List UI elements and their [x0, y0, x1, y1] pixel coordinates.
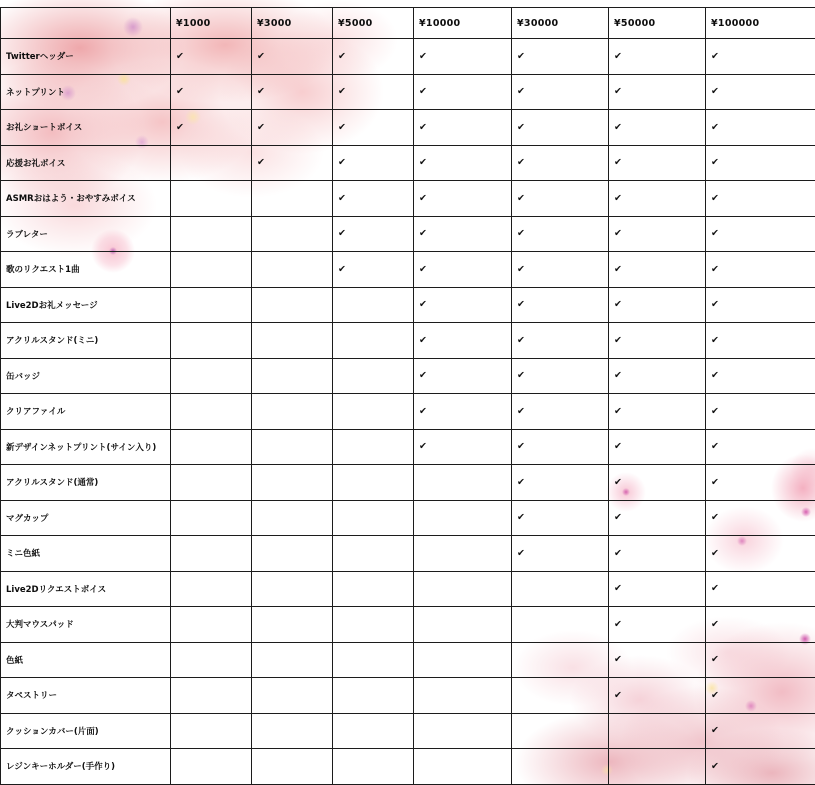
checkmark-icon: ✔ — [614, 370, 622, 382]
tier-check-cell — [414, 181, 512, 217]
tier-check-cell — [706, 145, 815, 181]
tier-check-cell — [171, 429, 252, 465]
tier-check-cell — [706, 216, 815, 252]
checkmark-icon: ✔ — [711, 405, 719, 417]
tier-check-cell — [171, 216, 252, 252]
price-header-1000: ¥1000 — [171, 8, 252, 39]
reward-tier-table — [0, 7, 815, 785]
tier-check-cell — [706, 642, 815, 678]
reward-row-label: レジンキーホルダー(手作り) — [1, 749, 171, 785]
tier-check-cell — [414, 394, 512, 430]
tier-check-cell — [333, 465, 414, 501]
tier-check-cell — [512, 607, 609, 643]
checkmark-icon: ✔ — [419, 192, 427, 204]
tier-check-cell — [333, 536, 414, 572]
reward-row-label: マグカップ — [1, 500, 171, 536]
reward-row — [1, 39, 815, 75]
tier-check-cell — [171, 39, 252, 75]
tier-check-cell — [414, 465, 512, 501]
reward-row-label: 大判マウスパッド — [1, 607, 171, 643]
tier-check-cell — [512, 181, 609, 217]
checkmark-icon: ✔ — [517, 334, 525, 346]
tier-check-cell — [609, 465, 706, 501]
reward-row-label: Live2Dリクエストボイス — [1, 571, 171, 607]
checkmark-icon: ✔ — [419, 157, 427, 169]
checkmark-icon: ✔ — [517, 512, 525, 524]
checkmark-icon: ✔ — [517, 476, 525, 488]
tier-check-cell — [252, 181, 333, 217]
price-header-10000: ¥10000 — [414, 8, 512, 39]
tier-check-cell — [333, 145, 414, 181]
tier-check-cell — [706, 74, 815, 110]
checkmark-icon: ✔ — [614, 547, 622, 559]
checkmark-icon: ✔ — [614, 618, 622, 630]
tier-check-cell — [414, 536, 512, 572]
checkmark-icon: ✔ — [517, 441, 525, 453]
tier-check-cell — [706, 252, 815, 288]
tier-check-cell — [252, 607, 333, 643]
tier-check-cell — [333, 287, 414, 323]
tier-check-cell — [414, 287, 512, 323]
checkmark-icon: ✔ — [257, 86, 265, 98]
checkmark-icon: ✔ — [711, 512, 719, 524]
checkmark-icon: ✔ — [711, 760, 719, 772]
checkmark-icon: ✔ — [176, 121, 184, 133]
tier-check-cell — [512, 39, 609, 75]
checkmark-icon: ✔ — [338, 263, 346, 275]
tier-check-cell — [171, 749, 252, 785]
price-header-5000: ¥5000 — [333, 8, 414, 39]
tier-check-cell — [171, 287, 252, 323]
checkmark-icon: ✔ — [711, 654, 719, 666]
checkmark-icon: ✔ — [419, 441, 427, 453]
tier-check-cell — [706, 287, 815, 323]
tier-check-cell — [706, 536, 815, 572]
tier-check-cell — [512, 500, 609, 536]
tier-check-cell — [706, 713, 815, 749]
price-header-row — [1, 8, 815, 39]
tier-check-cell — [252, 678, 333, 714]
tier-check-cell — [706, 323, 815, 359]
price-header-50000: ¥50000 — [609, 8, 706, 39]
tier-check-cell — [512, 571, 609, 607]
tier-check-cell — [414, 252, 512, 288]
tier-check-cell — [512, 110, 609, 146]
checkmark-icon: ✔ — [614, 334, 622, 346]
tier-check-cell — [252, 713, 333, 749]
tier-check-cell — [252, 39, 333, 75]
tier-check-cell — [512, 252, 609, 288]
tier-check-cell — [414, 500, 512, 536]
tier-check-cell — [609, 323, 706, 359]
checkmark-icon: ✔ — [517, 547, 525, 559]
checkmark-icon: ✔ — [419, 405, 427, 417]
tier-check-cell — [512, 749, 609, 785]
checkmark-icon: ✔ — [614, 263, 622, 275]
checkmark-icon: ✔ — [419, 299, 427, 311]
tier-check-cell — [512, 358, 609, 394]
checkmark-icon: ✔ — [517, 157, 525, 169]
reward-row-label: お礼ショートボイス — [1, 110, 171, 146]
tier-check-cell — [609, 429, 706, 465]
reward-row — [1, 642, 815, 678]
tier-check-cell — [512, 536, 609, 572]
tier-check-cell — [609, 145, 706, 181]
checkmark-icon: ✔ — [614, 512, 622, 524]
tier-check-cell — [609, 713, 706, 749]
tier-check-cell — [171, 536, 252, 572]
checkmark-icon: ✔ — [711, 547, 719, 559]
tier-check-cell — [252, 145, 333, 181]
reward-row — [1, 358, 815, 394]
checkmark-icon: ✔ — [711, 334, 719, 346]
tier-check-cell — [609, 216, 706, 252]
tier-check-cell — [512, 642, 609, 678]
tier-check-cell — [706, 571, 815, 607]
tier-check-cell — [171, 713, 252, 749]
tier-check-cell — [512, 145, 609, 181]
checkmark-icon: ✔ — [614, 86, 622, 98]
reward-table-body — [1, 39, 815, 785]
tier-check-cell — [252, 287, 333, 323]
reward-row-label: ASMRおはよう・おやすみボイス — [1, 181, 171, 217]
tier-check-cell — [609, 500, 706, 536]
reward-row — [1, 500, 815, 536]
tier-check-cell — [609, 74, 706, 110]
tier-check-cell — [414, 713, 512, 749]
tier-check-cell — [414, 216, 512, 252]
reward-row — [1, 607, 815, 643]
tier-check-cell — [333, 678, 414, 714]
checkmark-icon: ✔ — [614, 476, 622, 488]
tier-check-cell — [609, 358, 706, 394]
reward-row — [1, 145, 815, 181]
reward-row — [1, 678, 815, 714]
tier-check-cell — [414, 749, 512, 785]
reward-row — [1, 429, 815, 465]
tier-check-cell — [333, 216, 414, 252]
reward-row-label: 新デザインネットプリント(サイン入り) — [1, 429, 171, 465]
checkmark-icon: ✔ — [419, 334, 427, 346]
checkmark-icon: ✔ — [517, 263, 525, 275]
tier-check-cell — [706, 465, 815, 501]
price-header-30000: ¥30000 — [512, 8, 609, 39]
checkmark-icon: ✔ — [711, 583, 719, 595]
tier-check-cell — [414, 571, 512, 607]
tier-check-cell — [333, 713, 414, 749]
checkmark-icon: ✔ — [517, 405, 525, 417]
tier-check-cell — [171, 394, 252, 430]
checkmark-icon: ✔ — [614, 50, 622, 62]
checkmark-icon: ✔ — [419, 263, 427, 275]
tier-check-cell — [414, 642, 512, 678]
reward-row-label: ラブレター — [1, 216, 171, 252]
tier-check-cell — [171, 358, 252, 394]
tier-check-cell — [706, 394, 815, 430]
checkmark-icon: ✔ — [517, 192, 525, 204]
checkmark-icon: ✔ — [711, 157, 719, 169]
reward-row — [1, 536, 815, 572]
tier-check-cell — [706, 358, 815, 394]
tier-check-cell — [252, 749, 333, 785]
tier-check-cell — [609, 39, 706, 75]
checkmark-icon: ✔ — [711, 50, 719, 62]
tier-check-cell — [252, 536, 333, 572]
checkmark-icon: ✔ — [711, 689, 719, 701]
corner-cell — [1, 8, 171, 39]
checkmark-icon: ✔ — [338, 192, 346, 204]
tier-check-cell — [414, 678, 512, 714]
tier-check-cell — [609, 749, 706, 785]
checkmark-icon: ✔ — [338, 157, 346, 169]
tier-check-cell — [609, 536, 706, 572]
tier-check-cell — [252, 465, 333, 501]
tier-check-cell — [414, 323, 512, 359]
tier-check-cell — [171, 465, 252, 501]
tier-check-cell — [171, 74, 252, 110]
tier-check-cell — [512, 323, 609, 359]
checkmark-icon: ✔ — [711, 618, 719, 630]
reward-row-label: アクリルスタンド(通常) — [1, 465, 171, 501]
checkmark-icon: ✔ — [614, 689, 622, 701]
tier-check-cell — [609, 394, 706, 430]
tier-check-cell — [252, 74, 333, 110]
checkmark-icon: ✔ — [176, 50, 184, 62]
tier-check-cell — [609, 571, 706, 607]
checkmark-icon: ✔ — [711, 263, 719, 275]
reward-row — [1, 749, 815, 785]
checkmark-icon: ✔ — [614, 192, 622, 204]
checkmark-icon: ✔ — [517, 86, 525, 98]
checkmark-icon: ✔ — [338, 86, 346, 98]
checkmark-icon: ✔ — [176, 86, 184, 98]
checkmark-icon: ✔ — [614, 157, 622, 169]
tier-check-cell — [512, 74, 609, 110]
checkmark-icon: ✔ — [711, 228, 719, 240]
checkmark-icon: ✔ — [338, 50, 346, 62]
tier-check-cell — [706, 181, 815, 217]
tier-check-cell — [512, 678, 609, 714]
tier-check-cell — [609, 110, 706, 146]
tier-check-cell — [609, 642, 706, 678]
checkmark-icon: ✔ — [517, 228, 525, 240]
tier-check-cell — [609, 607, 706, 643]
tier-check-cell — [171, 252, 252, 288]
tier-check-cell — [252, 216, 333, 252]
tier-check-cell — [414, 429, 512, 465]
tier-check-cell — [333, 500, 414, 536]
tier-check-cell — [706, 110, 815, 146]
tier-check-cell — [171, 181, 252, 217]
tier-check-cell — [333, 607, 414, 643]
checkmark-icon: ✔ — [257, 157, 265, 169]
checkmark-icon: ✔ — [614, 228, 622, 240]
checkmark-icon: ✔ — [711, 86, 719, 98]
checkmark-icon: ✔ — [711, 299, 719, 311]
tier-check-cell — [171, 323, 252, 359]
checkmark-icon: ✔ — [419, 228, 427, 240]
tier-check-cell — [333, 358, 414, 394]
tier-check-cell — [512, 394, 609, 430]
tier-check-cell — [333, 110, 414, 146]
reward-row — [1, 713, 815, 749]
reward-row-label: クッションカバー(片面) — [1, 713, 171, 749]
tier-check-cell — [252, 429, 333, 465]
tier-check-cell — [171, 571, 252, 607]
tier-check-cell — [414, 110, 512, 146]
checkmark-icon: ✔ — [614, 441, 622, 453]
tier-check-cell — [333, 642, 414, 678]
checkmark-icon: ✔ — [614, 299, 622, 311]
tier-check-cell — [609, 287, 706, 323]
reward-row — [1, 287, 815, 323]
tier-check-cell — [414, 358, 512, 394]
reward-row-label: Live2Dお礼メッセージ — [1, 287, 171, 323]
tier-check-cell — [414, 145, 512, 181]
tier-check-cell — [252, 642, 333, 678]
tier-check-cell — [512, 216, 609, 252]
reward-row-label: 歌のリクエスト1曲 — [1, 252, 171, 288]
tier-check-cell — [706, 500, 815, 536]
checkmark-icon: ✔ — [517, 50, 525, 62]
checkmark-icon: ✔ — [257, 50, 265, 62]
tier-check-cell — [252, 252, 333, 288]
tier-check-cell — [252, 110, 333, 146]
checkmark-icon: ✔ — [419, 86, 427, 98]
checkmark-icon: ✔ — [711, 725, 719, 737]
tier-check-cell — [171, 642, 252, 678]
checkmark-icon: ✔ — [711, 441, 719, 453]
tier-check-cell — [609, 252, 706, 288]
reward-row — [1, 181, 815, 217]
tier-check-cell — [706, 749, 815, 785]
tier-check-cell — [706, 39, 815, 75]
checkmark-icon: ✔ — [517, 370, 525, 382]
tier-check-cell — [252, 358, 333, 394]
tier-check-cell — [706, 607, 815, 643]
reward-row-label: 色紙 — [1, 642, 171, 678]
reward-row — [1, 394, 815, 430]
reward-row-label: タペストリー — [1, 678, 171, 714]
checkmark-icon: ✔ — [711, 192, 719, 204]
tier-check-cell — [252, 500, 333, 536]
checkmark-icon: ✔ — [517, 299, 525, 311]
checkmark-icon: ✔ — [338, 121, 346, 133]
checkmark-icon: ✔ — [614, 121, 622, 133]
tier-check-cell — [333, 749, 414, 785]
reward-row — [1, 465, 815, 501]
tier-check-cell — [252, 571, 333, 607]
reward-row — [1, 216, 815, 252]
checkmark-icon: ✔ — [419, 370, 427, 382]
reward-row-label: Twitterヘッダー — [1, 39, 171, 75]
tier-check-cell — [333, 323, 414, 359]
tier-check-cell — [333, 39, 414, 75]
checkmark-icon: ✔ — [711, 476, 719, 488]
tier-check-cell — [706, 678, 815, 714]
tier-check-cell — [512, 429, 609, 465]
tier-check-cell — [414, 607, 512, 643]
tier-check-cell — [512, 713, 609, 749]
tier-check-cell — [171, 110, 252, 146]
tier-check-cell — [171, 678, 252, 714]
reward-row-label: 応援お礼ボイス — [1, 145, 171, 181]
tier-check-cell — [333, 74, 414, 110]
tier-check-cell — [333, 181, 414, 217]
checkmark-icon: ✔ — [419, 121, 427, 133]
tier-check-cell — [333, 394, 414, 430]
checkmark-icon: ✔ — [517, 121, 525, 133]
reward-row-label: ミニ色紙 — [1, 536, 171, 572]
reward-row-label: ネットプリント — [1, 74, 171, 110]
tier-check-cell — [609, 678, 706, 714]
checkmark-icon: ✔ — [614, 583, 622, 595]
tier-check-cell — [333, 571, 414, 607]
tier-check-cell — [609, 181, 706, 217]
tier-check-cell — [333, 429, 414, 465]
checkmark-icon: ✔ — [419, 50, 427, 62]
tier-check-cell — [252, 394, 333, 430]
reward-row-label: クリアファイル — [1, 394, 171, 430]
tier-check-cell — [333, 252, 414, 288]
checkmark-icon: ✔ — [711, 370, 719, 382]
checkmark-icon: ✔ — [614, 405, 622, 417]
tier-check-cell — [171, 145, 252, 181]
checkmark-icon: ✔ — [711, 121, 719, 133]
reward-row — [1, 571, 815, 607]
reward-row — [1, 323, 815, 359]
tier-check-cell — [171, 607, 252, 643]
tier-check-cell — [512, 287, 609, 323]
reward-row — [1, 252, 815, 288]
checkmark-icon: ✔ — [338, 228, 346, 240]
tier-check-cell — [171, 500, 252, 536]
reward-row-label: アクリルスタンド(ミニ) — [1, 323, 171, 359]
price-header-3000: ¥3000 — [252, 8, 333, 39]
reward-row — [1, 110, 815, 146]
reward-row-label: 缶バッジ — [1, 358, 171, 394]
tier-check-cell — [706, 429, 815, 465]
checkmark-icon: ✔ — [614, 654, 622, 666]
tier-check-cell — [512, 465, 609, 501]
reward-row — [1, 74, 815, 110]
tier-check-cell — [252, 323, 333, 359]
checkmark-icon: ✔ — [257, 121, 265, 133]
tier-check-cell — [414, 39, 512, 75]
tier-check-cell — [414, 74, 512, 110]
price-header-100000: ¥100000 — [706, 8, 815, 39]
